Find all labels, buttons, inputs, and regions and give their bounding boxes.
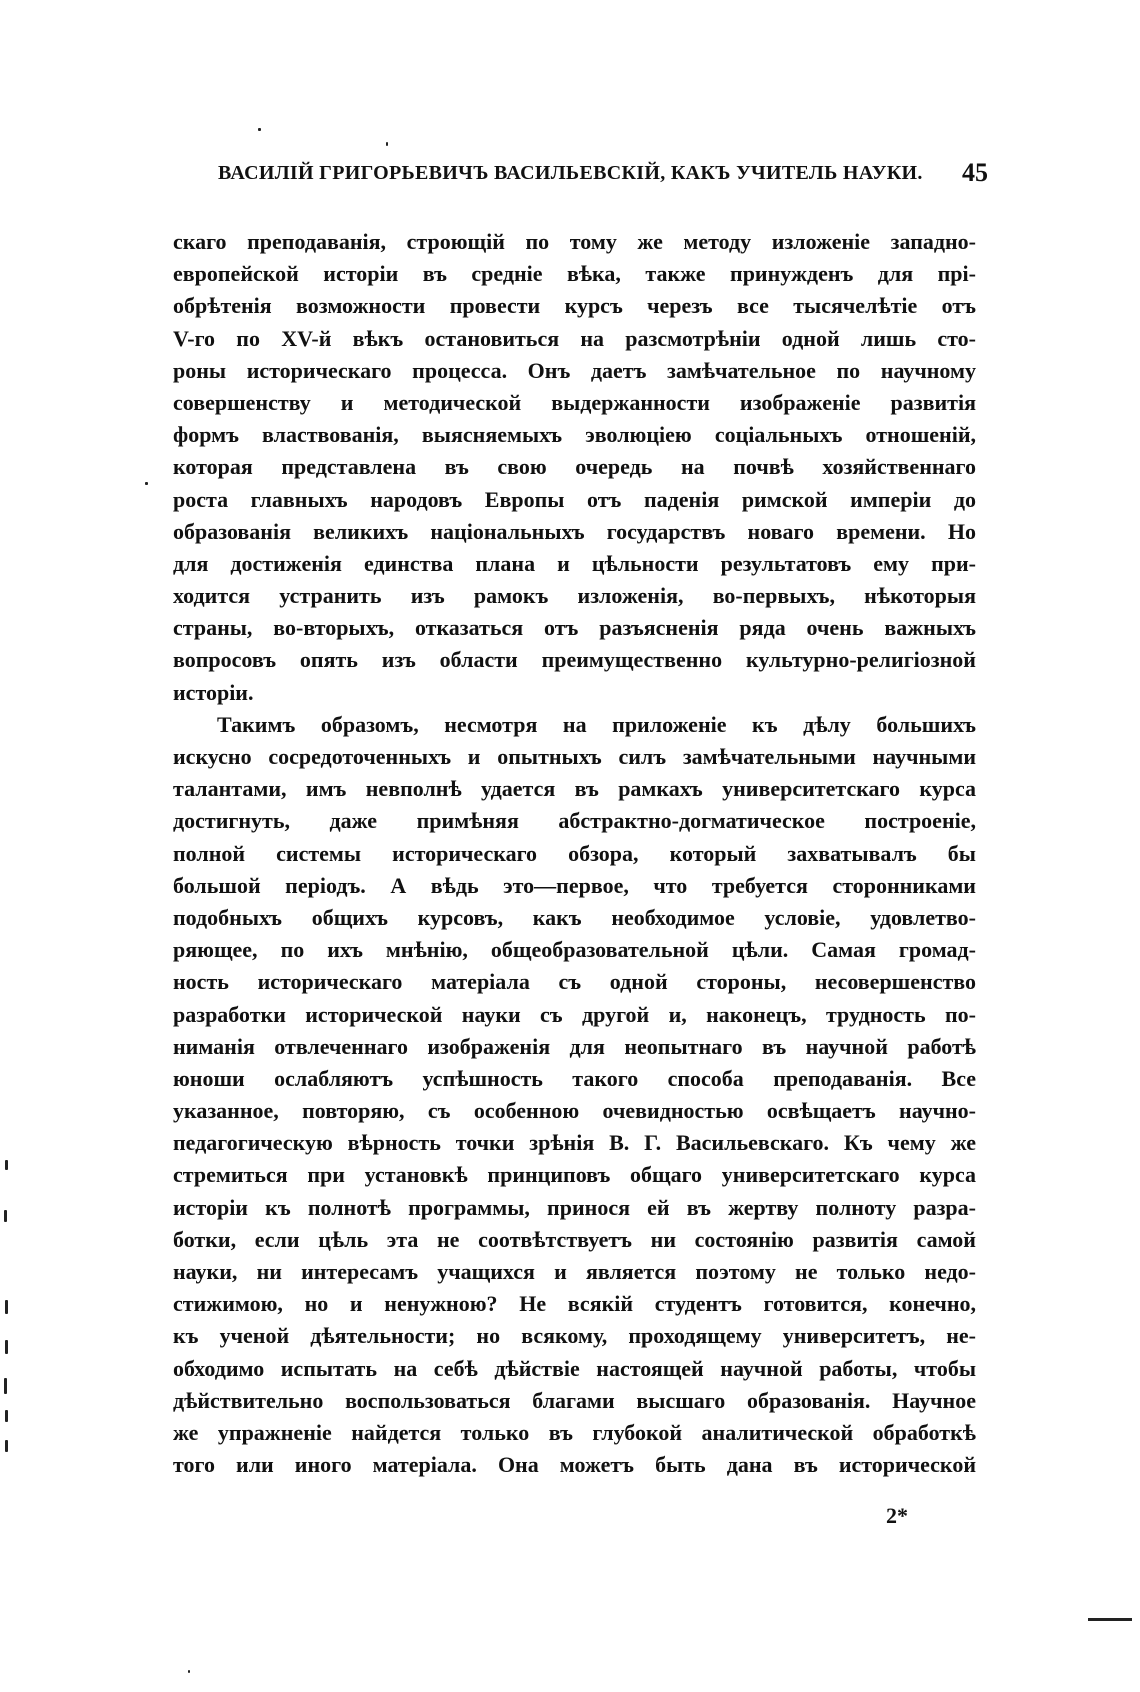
- text-line: исторіи.: [173, 679, 254, 705]
- text-line: педагогическую вѣрность точки зрѣнія В. Г. Васильевскаго. Къ чему же: [173, 1130, 976, 1156]
- text-line: дѣйствительно воспользоваться благами высшаго образованія. Научное: [173, 1387, 976, 1413]
- text-line: того или иного матеріала. Она можетъ быть дана въ исторической: [173, 1452, 976, 1478]
- body-text: [173, 226, 976, 1481]
- text-line: вопросовъ опять изъ области преимущественно культурно-религіозной: [173, 647, 976, 673]
- scan-speck: [188, 1670, 190, 1673]
- text-line: подобныхъ общихъ курсовъ, какъ необходимое условіе, удовлетво-: [173, 904, 976, 930]
- paragraph-2: [173, 709, 976, 1482]
- text-line: искусно сосредоточенныхъ и опытныхъ силъ замѣчательными научными: [173, 744, 976, 769]
- running-title: ВАСИЛІЙ ГРИГОРЬЕВИЧЪ ВАСИЛЬЕВСКІЙ, КАКЪ УЧИТЕЛЬ НАУКИ.: [218, 162, 923, 184]
- scan-speck: [5, 1160, 8, 1170]
- text-line: разработки исторической науки съ другой и, наконецъ, трудность по-: [173, 1001, 976, 1027]
- text-line: юноши ослабляютъ успѣшность такого способа преподаванія. Все: [173, 1065, 976, 1091]
- text-line: стижимою, но и ненужною? Не всякій студентъ готовится, конечно,: [173, 1291, 976, 1317]
- text-line: V-го по XV-й вѣкъ остановиться на разсмотрѣніи одной лишь сто-: [173, 325, 976, 351]
- text-line: обходимо испытать на себѣ дѣйствіе настоящей научной работы, чтобы: [173, 1355, 976, 1381]
- text-line: большой періодъ. А вѣдь это—первое, что требуется сторонниками: [173, 872, 976, 898]
- text-line: роста главныхъ народовъ Европы отъ паденія римской имперіи до: [173, 486, 976, 512]
- text-line: указанное, повторяю, съ особенною очевидностью освѣщаетъ научно-: [173, 1098, 976, 1124]
- text-line: исторіи къ полнотѣ программы, принося ей въ жертву полноту разра-: [173, 1194, 976, 1220]
- text-line: ниманія отвлеченнаго изображенія для неопытнаго въ научной работѣ: [173, 1033, 976, 1059]
- text-line: науки, ни интересамъ учащихся и является поэтому не только недо-: [173, 1259, 976, 1284]
- scan-speck: [4, 1378, 7, 1394]
- text-line: совершенству и методической выдержанности изображеніе развитія: [173, 389, 976, 415]
- signature-mark: 2*: [886, 1503, 908, 1528]
- scan-speck: [5, 1410, 8, 1422]
- text-line: страны, во-вторыхъ, отказаться отъ разъясненія ряда очень важныхъ: [173, 615, 976, 641]
- text-line: ходится устранить изъ рамокъ изложенія, во-первыхъ, нѣкоторыя: [173, 583, 976, 609]
- scan-speck: [5, 1440, 8, 1452]
- text-line: достигнуть, даже примѣняя абстрактно-догматическое построеніе,: [173, 808, 976, 834]
- page-header: [218, 158, 988, 202]
- text-line: для достиженія единства плана и цѣльности результатовъ ему при-: [173, 550, 976, 576]
- text-line: же упражненіе найдется только въ глубокой аналитической обработкѣ: [173, 1419, 976, 1445]
- text-line: полной системы историческаго обзора, который захватывалъ бы: [173, 840, 976, 866]
- scan-speck: [258, 128, 261, 131]
- text-line: къ ученой дѣятельности; но всякому, проходящему университетъ, не-: [173, 1323, 976, 1349]
- text-line: которая представлена въ свою очередь на почвѣ хозяйственнаго: [173, 454, 976, 480]
- scan-speck: [5, 1340, 8, 1354]
- text-line: обрѣтенія возможности провести курсъ черезъ все тысячелѣтіе отъ: [173, 293, 976, 319]
- text-line: Такимъ образомъ, несмотря на приложеніе къ дѣлу большихъ: [217, 711, 976, 737]
- text-line: образованія великихъ національныхъ государствъ новаго времени. Но: [173, 518, 976, 544]
- scan-speck: [145, 482, 148, 485]
- text-line: стремиться при установкѣ принциповъ общаго университетскаго курса: [173, 1162, 976, 1188]
- scan-speck: [386, 142, 388, 146]
- page-number: 45: [962, 158, 988, 187]
- text-line: формъ властвованія, выясняемыхъ эволюціею соціальныхъ отношеній,: [173, 422, 976, 448]
- scan-speck: [5, 1300, 8, 1314]
- scan-speck: [4, 1210, 7, 1222]
- text-line: ность историческаго матеріала съ одной стороны, несовершенство: [173, 969, 976, 995]
- paragraph-1: [173, 226, 976, 709]
- text-line: роны историческаго процесса. Онъ даетъ замѣчательное по научному: [173, 357, 976, 383]
- text-line: скаго преподаванія, строющій по тому же методу изложеніе западно-: [173, 229, 976, 254]
- scan-edge-rule: [1088, 1618, 1132, 1621]
- text-line: ботки, если цѣль эта не соотвѣтствуетъ ни состоянію развитія самой: [173, 1226, 976, 1252]
- text-line: европейской исторіи въ средніе вѣка, также принужденъ для прі-: [173, 261, 976, 287]
- text-line: талантами, имъ невполнѣ удается въ рамкахъ университетскаго курса: [173, 776, 976, 802]
- text-line: ряющее, по ихъ мнѣнію, общеобразовательной цѣли. Самая громад-: [173, 937, 976, 963]
